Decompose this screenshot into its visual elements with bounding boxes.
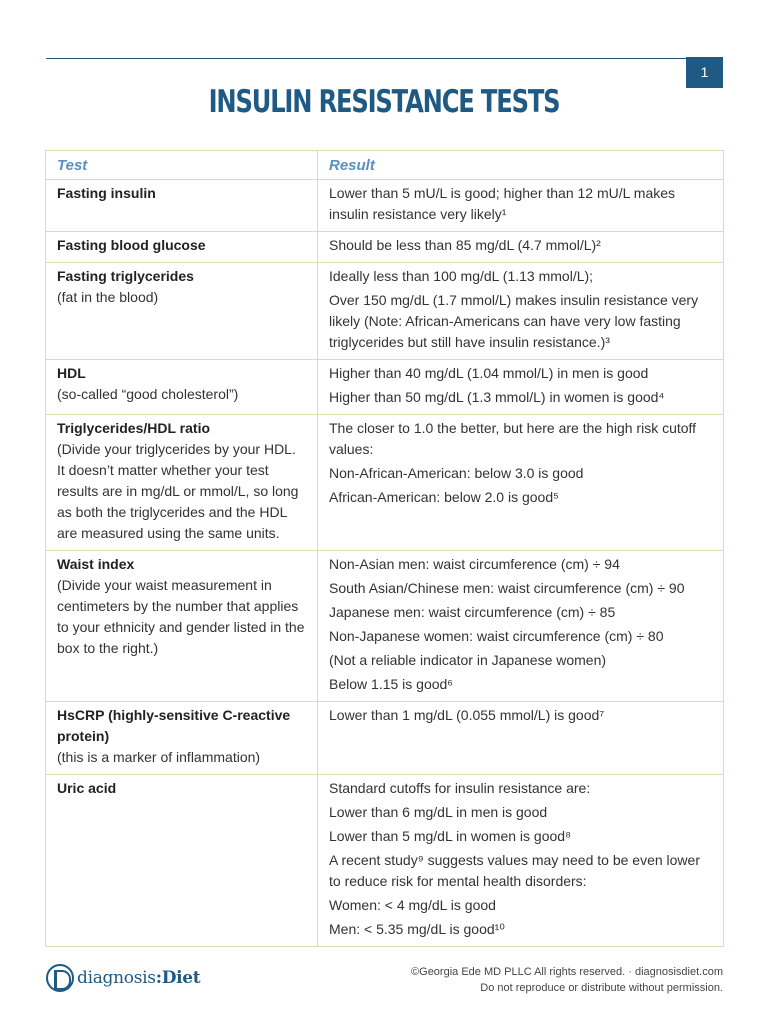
test-cell [46,232,318,263]
result-cell [318,360,724,415]
result-line: Ideally less than 100 mg/dL (1.13 mmol/L); [329,268,594,284]
table-header-row [46,151,724,180]
result-line: A recent study⁹ suggests values may need to be even lower to reduce risk for mental health disorders: [329,852,700,889]
test-name: Uric acid [57,780,117,796]
table-row [46,180,724,232]
result-line: Japanese men: waist circumference (cm) ÷ 85 [329,604,616,620]
result-line: Lower than 5 mg/dL in women is good⁸ [329,828,571,844]
test-cell [46,180,318,232]
tests-table [45,150,724,947]
test-name: HsCRP (highly-sensitive C-reactive protein) [57,707,291,744]
test-cell [46,775,318,947]
test-note: (Divide your waist measurement in centimeters by the number that applies to your ethnicity and gender listed in the box to the right.) [57,577,305,656]
page-number-badge: 1 [686,57,723,88]
table-row [46,263,724,360]
header-rule [46,58,686,59]
table-row [46,415,724,551]
test-note: (Divide your triglycerides by your HDL. It doesn’t matter whether your test results are in mg/dL or mmol/L, so long as both the triglycerides and the HDL are measured using the same units. [57,441,299,541]
brand-logo[interactable] [46,962,200,994]
result-line: (Not a reliable indicator in Japanese women) [329,652,607,668]
table-body [46,180,724,947]
test-name: Fasting blood glucose [57,237,206,253]
footer-copyright [411,964,723,996]
result-line: Lower than 1 mg/dL (0.055 mmol/L) is good⁷ [329,707,605,723]
test-cell [46,360,318,415]
result-line: Non-African-American: below 3.0 is good [329,465,584,481]
page-title: INSULIN RESISTANCE TESTS [208,84,560,120]
result-cell [318,702,724,775]
result-line: South Asian/Chinese men: waist circumference (cm) ÷ 90 [329,580,685,596]
header-test: Test [46,151,318,180]
test-name: HDL [57,365,86,381]
table-row [46,775,724,947]
result-cell [318,232,724,263]
result-line: Below 1.15 is good⁶ [329,676,454,692]
brand-name: diagnosis:Diet [77,968,201,988]
diagnosis-diet-logo-icon [46,964,74,992]
result-line: Lower than 6 mg/dL in men is good [329,804,548,820]
test-name: Fasting insulin [57,185,156,201]
result-line: Men: < 5.35 mg/dL is good¹⁰ [329,921,505,937]
result-line: Should be less than 85 mg/dL (4.7 mmol/L)² [329,237,601,253]
table-row [46,551,724,702]
table-row [46,360,724,415]
result-cell [318,415,724,551]
result-line: Higher than 40 mg/dL (1.04 mmol/L) in men is good [329,365,649,381]
result-cell [318,775,724,947]
result-line: Non-Japanese women: waist circumference (cm) ÷ 80 [329,628,664,644]
result-cell [318,180,724,232]
test-note: (fat in the blood) [57,289,159,305]
table-row [46,702,724,775]
result-line: Lower than 5 mU/L is good; higher than 12 mU/L makes insulin resistance very likely¹ [329,185,676,222]
test-name: Waist index [57,556,135,572]
copyright-line: ©Georgia Ede MD PLLC All rights reserved. · diagnosisdiet.com [411,966,723,978]
permission-notice: Do not reproduce or distribute without permission. [480,982,723,994]
result-line: Women: < 4 mg/dL is good [329,897,496,913]
result-line: African-American: below 2.0 is good⁵ [329,489,559,505]
test-note: (so-called “good cholesterol”) [57,386,239,402]
result-line: Over 150 mg/dL (1.7 mmol/L) makes insulin resistance very likely (Note: African-Americans can have very low fasting triglycerides but still have insulin resistance.)³ [329,292,699,350]
result-cell [318,551,724,702]
test-note: (this is a marker of inflammation) [57,749,261,765]
result-cell [318,263,724,360]
result-line: Higher than 50 mg/dL (1.3 mmol/L) in women is good⁴ [329,389,665,405]
result-line: Non-Asian men: waist circumference (cm) ÷ 94 [329,556,620,572]
result-line: Standard cutoffs for insulin resistance are: [329,780,591,796]
test-name: Triglycerides/HDL ratio [57,420,211,436]
test-cell [46,263,318,360]
test-cell [46,702,318,775]
test-cell [46,551,318,702]
header-result: Result [318,151,724,180]
test-cell [46,415,318,551]
test-name: Fasting triglycerides [57,268,194,284]
table-row [46,232,724,263]
result-line: The closer to 1.0 the better, but here are the high risk cutoff values: [329,420,697,457]
